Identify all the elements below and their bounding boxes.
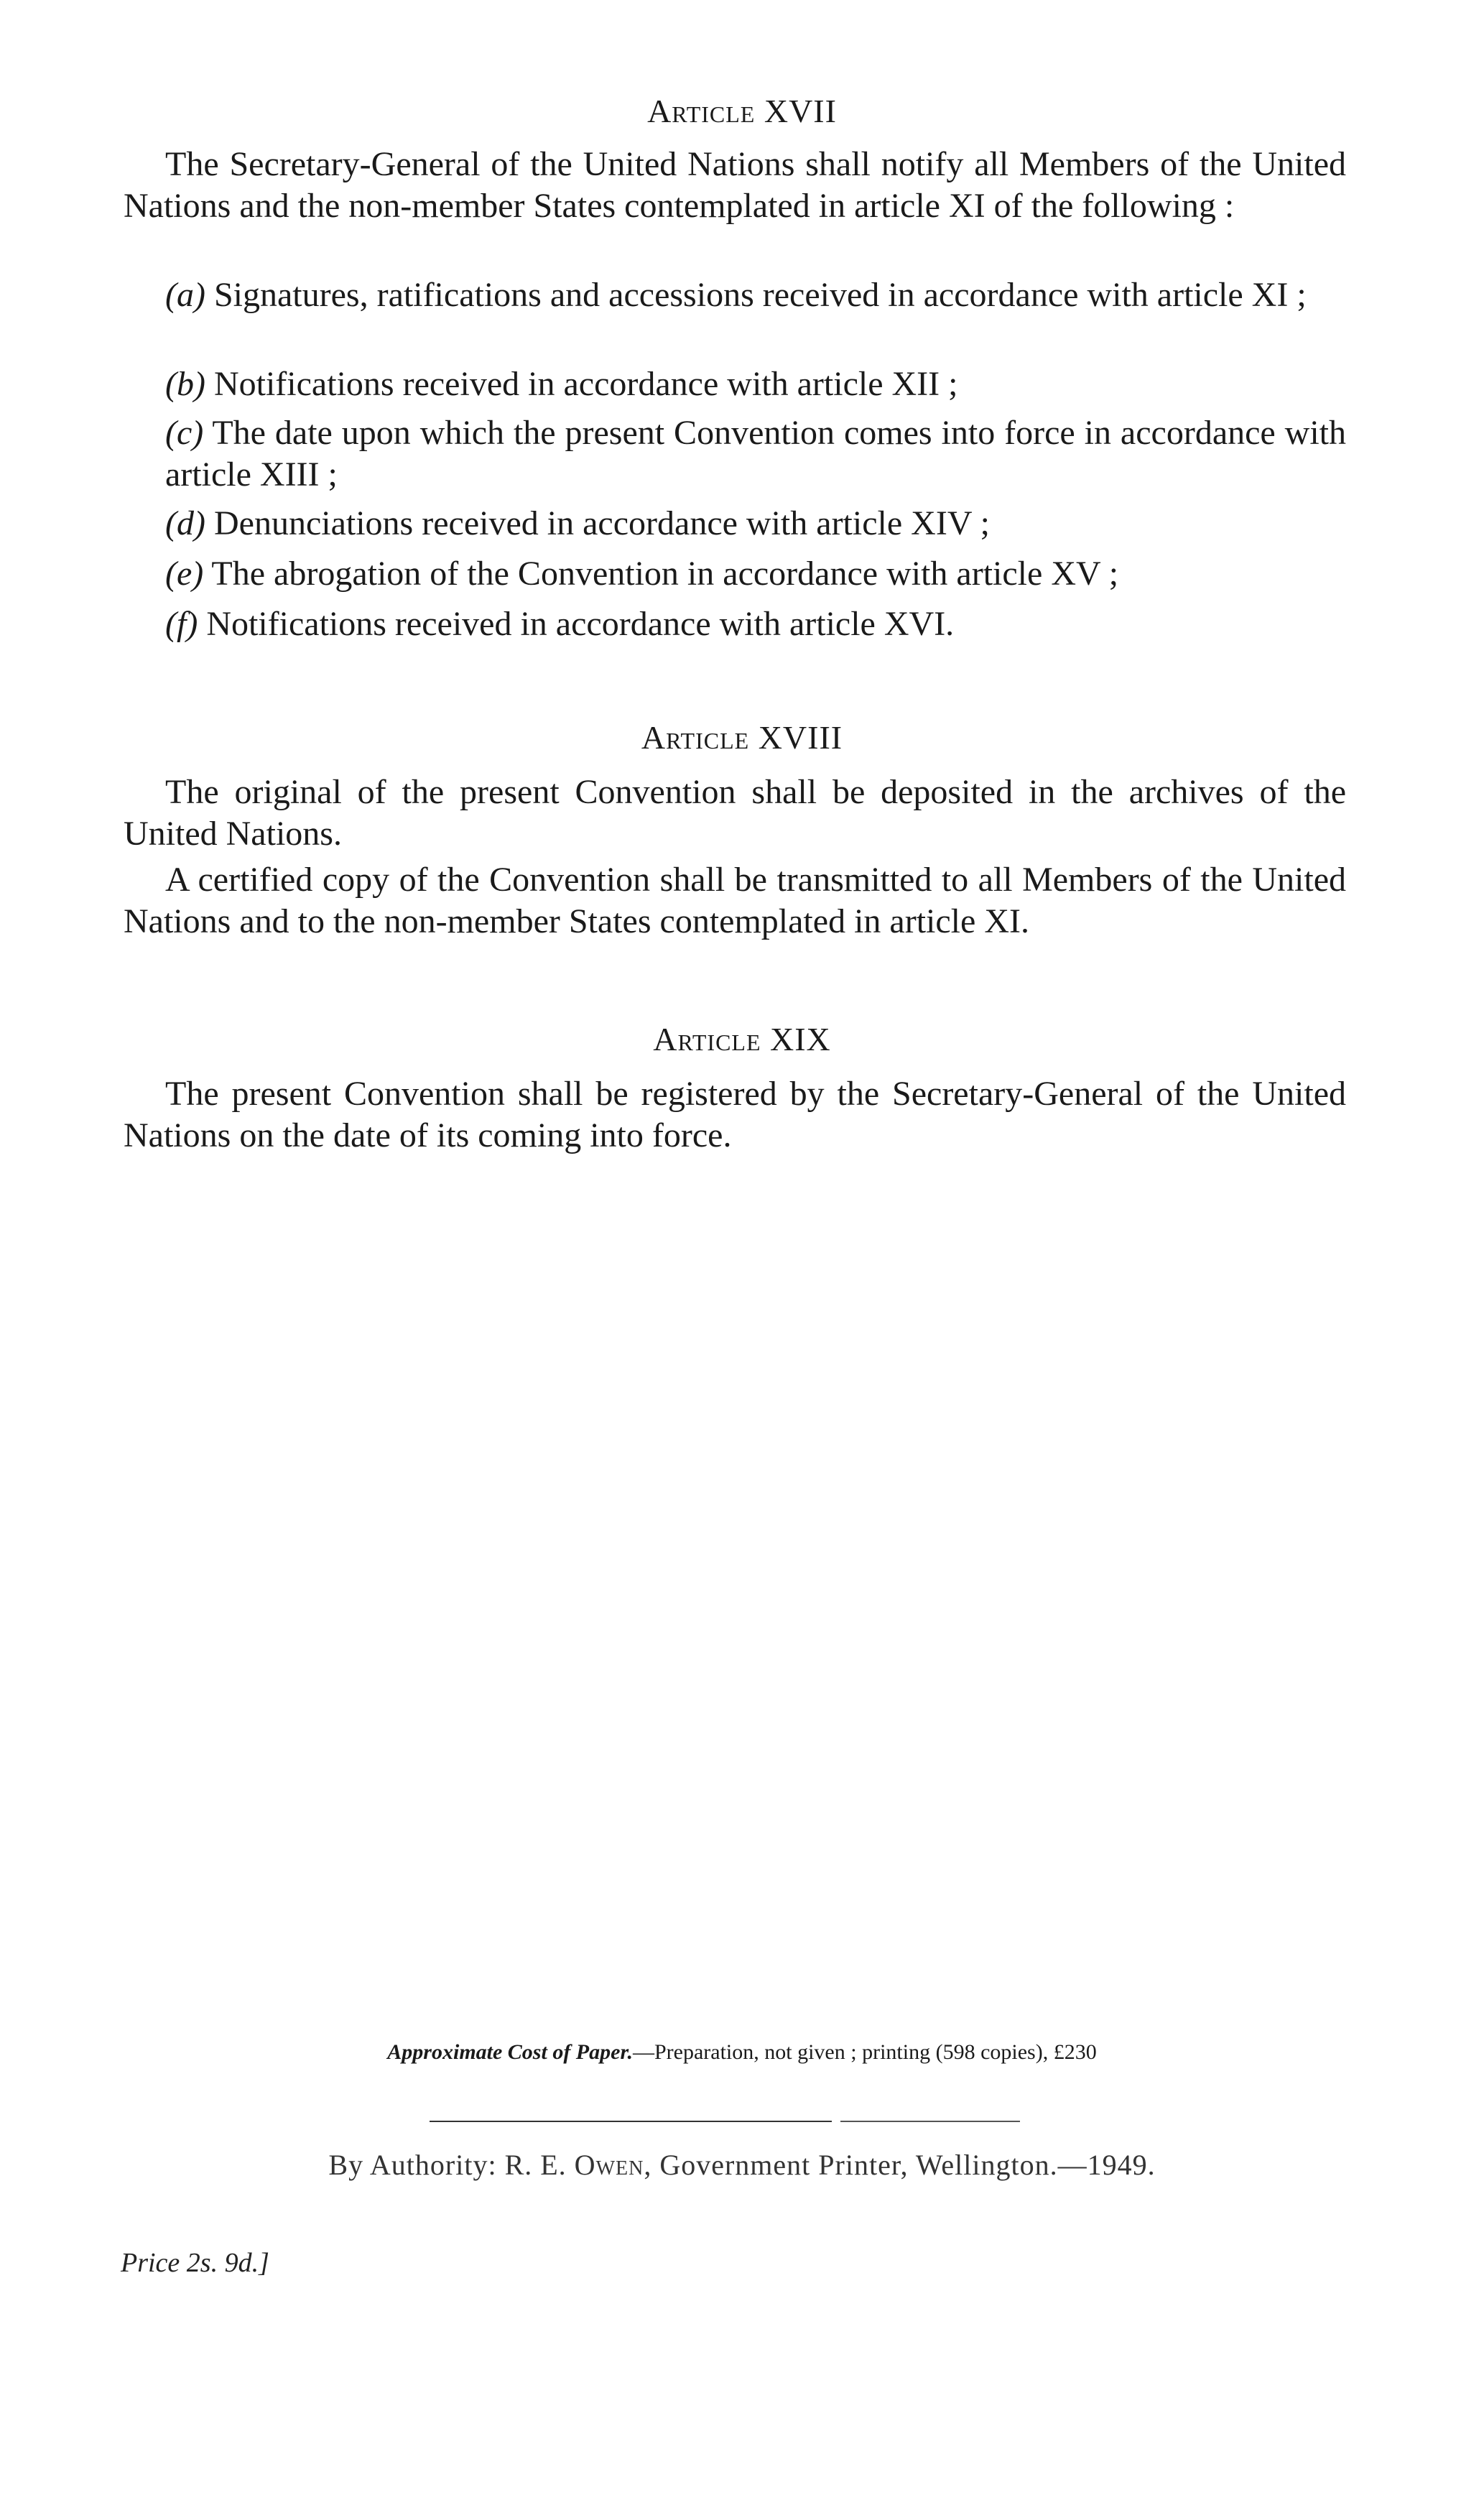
article-17-item-f (165, 603, 1346, 645)
cost-text: —Preparation, not given ; printing (598 copies), £230 (632, 2040, 1097, 2064)
authority-prefix: By Authority: (328, 2149, 497, 2181)
item-text: Notifications received in accordance with article XVI. (198, 605, 955, 643)
article-17-item-b (165, 364, 1346, 405)
item-text: Denunciations received in accordance with article XIV ; (205, 504, 990, 542)
article-18-para-1: The original of the present Convention shall be deposited in the archives of the United Nations. (124, 773, 1346, 853)
printer-authority (0, 2148, 1484, 2182)
price-note: Price 2s. 9d.] (121, 2248, 269, 2278)
article-19-para-1: The present Convention shall be registered by the Secretary-General of the United Nations on the date of its coming into force. (124, 1075, 1346, 1154)
item-text: The date upon which the present Convention comes into force in accordance with article XIII ; (165, 414, 1346, 494)
heading-prefix: Article (641, 719, 750, 756)
authority-name: R. E. Owen, (504, 2149, 652, 2181)
article-18-para-2: A certified copy of the Convention shall be transmitted to all Members of the United Nations and to the non-member States contemplated in article XI. (124, 861, 1346, 940)
item-text: The abrogation of the Convention in accordance with article XV ; (203, 555, 1119, 593)
article-17-item-e (165, 553, 1346, 595)
footer-rule-short (840, 2121, 1020, 2122)
item-text: Signatures, ratifications and accessions received in accordance with article XI ; (205, 276, 1307, 314)
article-17-intro: The Secretary-General of the United Nations shall notify all Members of the United Nations and the non-member States contemplated in article XI of the following : (124, 145, 1346, 225)
item-label: (e) (165, 555, 204, 593)
cost-label: Approximate Cost of Paper. (387, 2040, 633, 2064)
article-17-heading (0, 92, 1484, 130)
heading-prefix: Article (647, 93, 756, 129)
item-label: (d) (165, 504, 205, 542)
item-label: (c) (165, 414, 204, 452)
heading-number: XIX (770, 1021, 831, 1057)
footer-rule (430, 2121, 832, 2122)
item-text: Notifications received in accordance with article XII ; (205, 365, 958, 403)
authority-rest: Government Printer, Wellington.—1949. (659, 2149, 1156, 2181)
article-19-heading (0, 1020, 1484, 1058)
article-17-item-c (165, 412, 1346, 496)
heading-prefix: Article (653, 1021, 761, 1057)
article-17-item-d (165, 503, 1346, 545)
item-label: (a) (165, 276, 205, 314)
article-18-heading (0, 718, 1484, 756)
heading-number: XVII (764, 93, 837, 129)
cost-of-paper-note (0, 2040, 1484, 2065)
article-17-item-a (124, 274, 1346, 316)
item-label: (b) (165, 365, 205, 403)
item-label: (f) (165, 605, 198, 643)
heading-number: XVIII (758, 719, 843, 756)
